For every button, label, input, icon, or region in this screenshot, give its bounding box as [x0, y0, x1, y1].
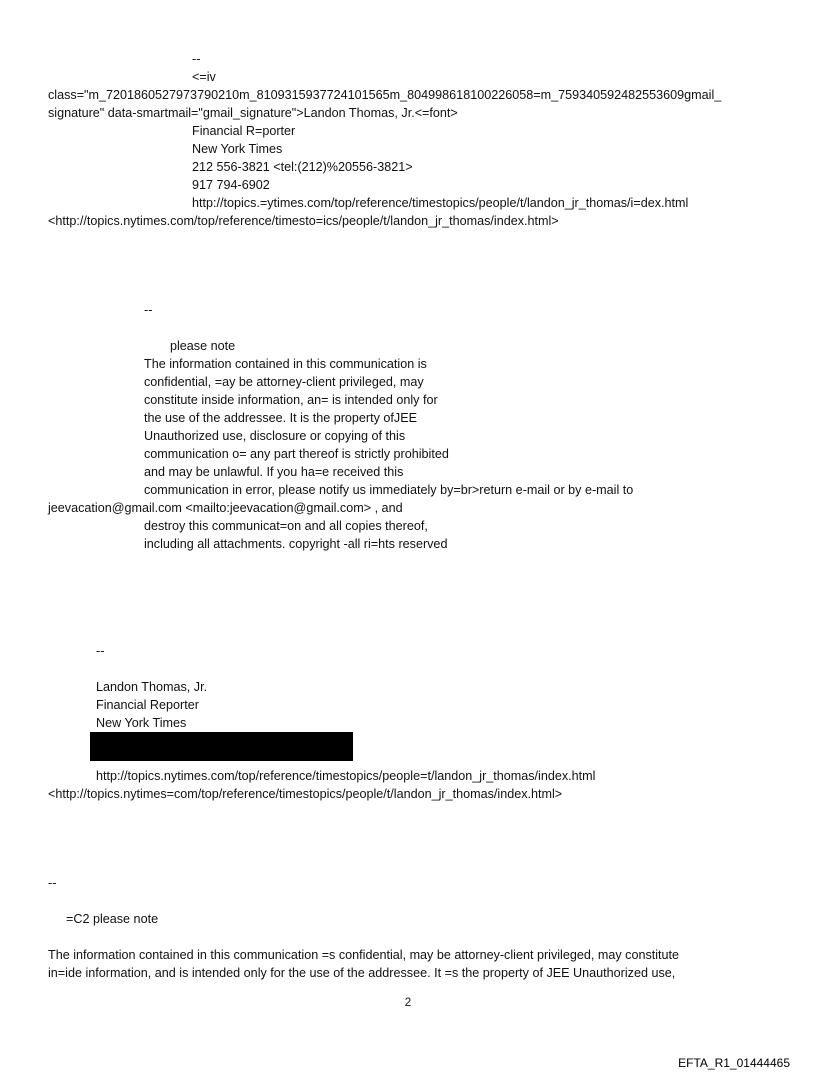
block2-line: Unauthorized use, disclosure or copying of this [144, 429, 406, 443]
block4-dashes: -- [48, 876, 57, 890]
block3-name: Landon Thomas, Jr. [96, 680, 208, 694]
block4-please-note: =C2 please note [66, 912, 159, 926]
page-number: 2 [404, 997, 412, 1009]
block2-line: constitute inside information, an= is intended only for [144, 393, 438, 407]
block1-title: Financial R=porter [192, 124, 296, 138]
block2-dashes: -- [144, 303, 153, 317]
block1-div-open: <=iv [192, 70, 216, 84]
block1-url2: <http://topics.nytimes.com/top/reference/timesto=ics/people/t/landon_jr_thomas/index.html> [48, 214, 559, 228]
block2-line: communication o= any part thereof is strictly prohibited [144, 447, 449, 461]
block3-url1: http://topics.nytimes.com/top/reference/timestopics/people=t/landon_jr_thomas/index.html [96, 769, 596, 783]
block1-org: New York Times [192, 142, 283, 156]
block2-line: confidential, =ay be attorney-client privileged, may [144, 375, 424, 389]
block2-copyright-line: including all attachments. copyright -all ri=hts reserved [144, 537, 448, 551]
block2-email-line: jeevacation@gmail.com <mailto:jeevacation@gmail.com> , and [48, 501, 403, 515]
block1-class-line1: class="m_7201860527973790210m_8109315937724101565m_804998618100226058=m_759340592482553609gmail_ [48, 88, 722, 102]
block3-dashes: -- [96, 644, 105, 658]
block1-dashes: -- [192, 52, 201, 66]
block2-line: The information contained in this communication is [144, 357, 427, 371]
block4-para-line1: The information contained in this communication =s confidential, may be attorney-client privileged, may constitute [48, 948, 680, 962]
block2-line: communication in error, please notify us immediately by=br>return e-mail or by e-mail to [144, 483, 634, 497]
redaction-bar [90, 732, 353, 761]
block3-title: Financial Reporter [96, 698, 199, 712]
block1-url1: http://topics.=ytimes.com/top/reference/timestopics/people/t/landon_jr_thomas/i=dex.html [192, 196, 689, 210]
block2-destroy-line: destroy this communicat=on and all copies thereof, [144, 519, 428, 533]
block4-para-line2: in=ide information, and is intended only for the use of the addressee. It =s the property of JEE Unauthorized use, [48, 966, 676, 980]
block1-phone1: 212 556-3821 <tel:(212)%20556-3821> [192, 160, 413, 174]
block2-line: the use of the addressee. It is the property ofJEE [144, 411, 418, 425]
block2-please-note: please note [170, 339, 236, 353]
block1-phone2: 917 794-6902 [192, 178, 270, 192]
block3-org: New York Times [96, 716, 187, 730]
bates-number: EFTA_R1_01444465 [678, 1056, 790, 1070]
block1-class-line2: signature" data-smartmail="gmail_signature">Landon Thomas, Jr.<=font> [48, 106, 458, 120]
block3-url2: <http://topics.nytimes=com/top/reference/timestopics/people/t/landon_jr_thomas/index.html> [48, 787, 563, 801]
block2-line: and may be unlawful. If you ha=e received this [144, 465, 404, 479]
